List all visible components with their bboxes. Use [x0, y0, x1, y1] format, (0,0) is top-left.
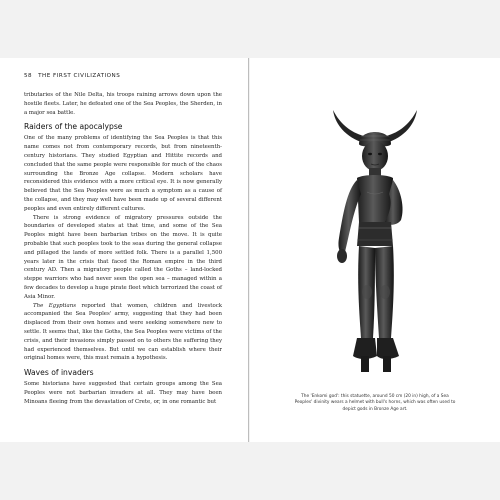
raiders-paragraph-2: There is strong evidence of migratory pressures outside the boundaries of developed states at that time, and some of the Sea Peoples might have been barbarian tribes on the move. It is quite probable that such peoples took to the seas during the general collapse and pillaged the lands of more settled folk. There is a parallel 1,500 years later in the crisis that faced the Roman empire in the third century AD. Then a migratory people called the Goths – land-locked steppe warriors who had never seen the open sea – managed within a few decades to develop a huge pirate fleet which terrorized the coast of Asia Minor.	[24, 214, 222, 300]
figure-caption: The 'Enkomi god': this statuette, around 50 cm (20 in) high, of a Sea Peoples' divinity wears a helmet with bull's horns, which was often used to depict gods in Bronze Age art.	[294, 394, 456, 412]
right-page	[250, 58, 500, 442]
raiders-paragraph-3	[24, 302, 222, 364]
waves-paragraph-1: Some historians have suggested that certain groups among the Sea Peoples were not barbarian invaders at all. They may have been Minoans fleeing from the devastation of Crete, or, in one romantic but	[24, 381, 222, 405]
running-head-title: THE FIRST CIVILIZATIONS	[38, 73, 121, 79]
intro-paragraph: tributaries of the Nile Delta, his troops raining arrows down upon the hostile fleets. Later, he defeated one of the Sea Peoples, the Sherden, in a major sea battle.	[24, 92, 222, 116]
raiders-paragraph-1: One of the many problems of identifying the Sea Peoples is that this name comes not from contemporary records, but from nineteenth-century historians. They studied Egyptian and Hittite records and concluded that the same people were responsible for much of the chaos surrounding the Bronze Age collapse. Modern scholars have reconsidered this evidence with a more critical eye. It is now generally believed that the Sea Peoples were as much a symptom as a cause of the collapse, and they may well have been made up of several different peoples and even entirely different cultures.	[24, 135, 222, 212]
page-number: 58	[24, 73, 33, 79]
section-heading-raiders: Raiders of the apocalypse	[24, 122, 123, 132]
body-text	[24, 91, 222, 407]
left-page	[0, 58, 249, 442]
book-spread	[0, 58, 500, 442]
raiders-paragraph-3-text: reported that women, children and livestock accompanied the Sea Peoples' army, suggesting that they had been displaced from their own homes and were seeking somewhere new to settle. It seems that, like the Goths, the Sea Peoples were victims of the crisis, and their invasions simply passed on to others the suffering they had experienced themselves. But until we can establish where their original homes were, this must remain a hypothesis.	[24, 302, 222, 362]
italic-lead: The Egyptians	[33, 302, 76, 309]
running-head	[24, 73, 120, 79]
statuette-figure	[329, 110, 421, 386]
section-heading-waves: Waves of invaders	[24, 368, 94, 378]
